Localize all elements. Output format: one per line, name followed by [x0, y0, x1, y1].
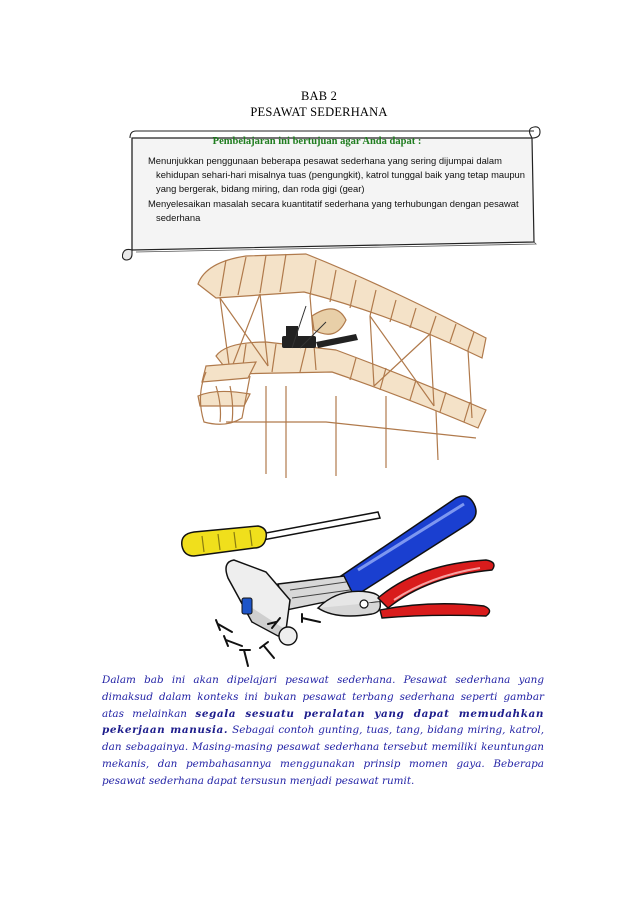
intro-text-part2: Sebagai contoh gunting, tuas, tang, bidang miring, katrol, dan sebagainya. Masing-masing pesawat sederhana tersebut memiliki keuntungan mekanis, dan pembahasannya menggunakan prinsip momen gaya. Beberapa pesawat sederhana dapat tersusun menjadi pesawat rumit. [102, 724, 544, 787]
objective-item: Menunjukkan penggunaan beberapa pesawat sederhana yang sering dijumpai dalam kehidupan sehari-hari misalnya tuas (pengungkit), katrol tunggal baik yang tetap maupun yang bergerak, bidang miring, dan roda gigi (gear) [148, 155, 525, 195]
intro-paragraph [102, 672, 544, 790]
objectives-list [148, 154, 528, 225]
intro-text-part1: Dalam bab ini akan dipelajari pesawat sederhana. Pesawat sederhana yang dimaksud dalam konteks ini bukan pesawat terbang sederhana seperti gambar atas melainkan [102, 674, 544, 720]
tools-illustration [168, 490, 508, 673]
chapter-title: PESAWAT SEDERHANA [250, 105, 388, 119]
biplane-illustration [186, 246, 498, 483]
intro-emphasis: segala sesuatu peralatan yang dapat memudahkan pekerjaan manusia. [102, 707, 544, 737]
chapter-number: BAB 2 [300, 89, 338, 103]
objectives-scroll-banner [122, 126, 542, 262]
objective-item: Menyelesaikan masalah secara kuantitatif sederhana yang terhubungan dengan pesawat sederhana [148, 197, 519, 223]
objectives-heading: Pembelajaran ini bertujuan agar Anda dapat : [212, 136, 422, 147]
